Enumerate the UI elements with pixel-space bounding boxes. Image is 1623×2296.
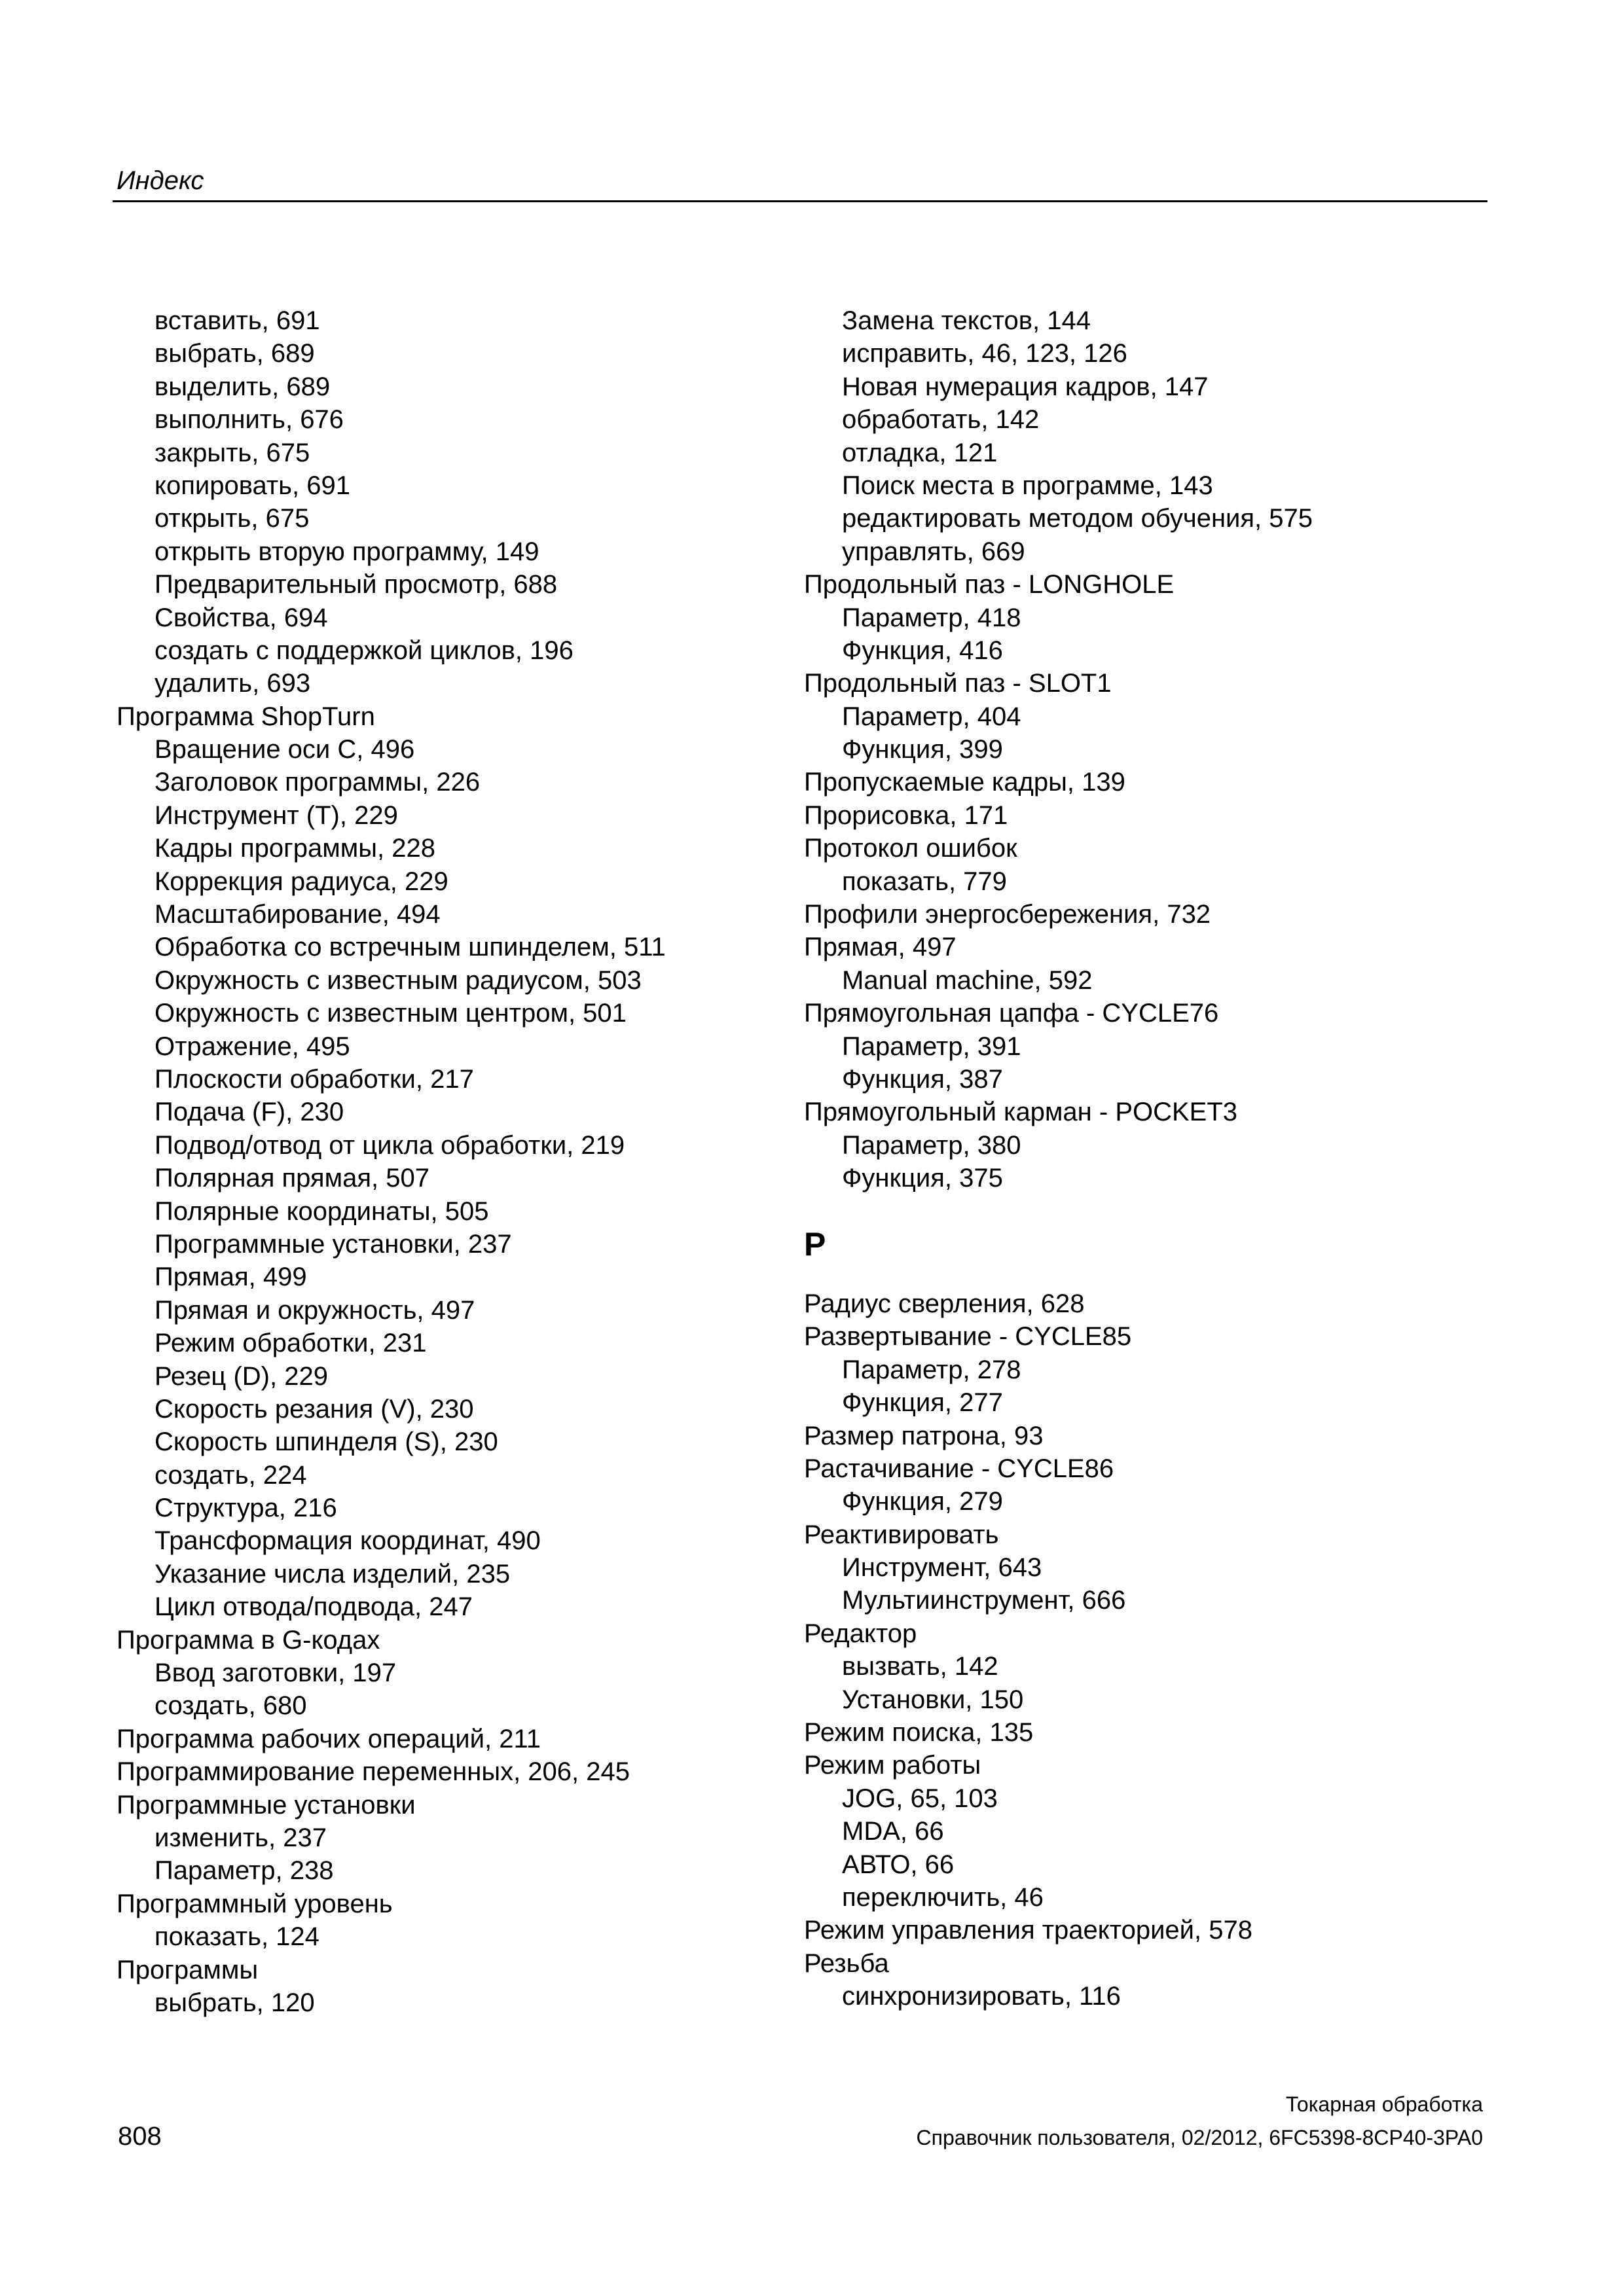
index-entry: Режим управления траекторией, 578: [804, 1916, 1252, 1945]
index-subentry: обработать, 142: [842, 405, 1040, 435]
index-subentry: Полярная прямая, 507: [155, 1164, 429, 1193]
page-number: 808: [118, 2122, 162, 2151]
index-subentry: Заголовок программы, 226: [155, 768, 481, 797]
index-subentry: Функция, 416: [842, 636, 1003, 665]
index-column-right: [804, 304, 1491, 2013]
index-subentry: закрыть, 675: [155, 438, 310, 467]
index-subentry: Структура, 216: [155, 1494, 337, 1523]
index-subentry: JOG, 65, 103: [842, 1784, 998, 1813]
index-subentry: Отражение, 495: [155, 1031, 350, 1061]
index-subentry: Окружность с известным центром, 501: [155, 999, 627, 1028]
header-divider: [113, 200, 1487, 202]
index-subentry: Указание числа изделий, 235: [155, 1559, 511, 1588]
index-subentry: редактировать методом обучения, 575: [842, 504, 1313, 533]
index-entry: Реактивировать: [804, 1520, 999, 1549]
index-entry: Профили энергосбережения, 732: [804, 900, 1211, 929]
index-subentry: вызвать, 142: [842, 1652, 998, 1681]
running-header-title: Индекс: [117, 166, 204, 195]
index-subentry: Функция, 399: [842, 735, 1003, 764]
index-entry: Развертывание - CYCLE85: [804, 1322, 1132, 1352]
index-entry: Продольный паз - LONGHOLE: [804, 570, 1175, 600]
index-entry: Резьба: [804, 1948, 889, 1978]
index-entry: Прорисовка, 171: [804, 800, 1008, 830]
index-subentry: Параметр, 278: [842, 1355, 1021, 1384]
index-subentry: MDA, 66: [842, 1817, 944, 1846]
index-subentry: Инструмент, 643: [842, 1553, 1042, 1583]
section-letter-heading: Р: [804, 1225, 826, 1263]
index-entry: Протокол ошибок: [804, 834, 1017, 863]
index-entry: Прямоугольный карман - POCKET3: [804, 1098, 1238, 1127]
index-subentry: Мультиинструмент, 666: [842, 1586, 1126, 1615]
index-entry: Программа в G-кодах: [117, 1625, 380, 1655]
index-entry: Программа рабочих операций, 211: [117, 1724, 541, 1753]
index-entry: Программа ShopTurn: [117, 702, 375, 731]
index-subentry: Замена текстов, 144: [842, 306, 1091, 335]
index-subentry: Инструмент (T), 229: [155, 800, 398, 830]
index-subentry: Функция, 375: [842, 1164, 1003, 1193]
index-subentry: открыть вторую программу, 149: [155, 537, 539, 566]
index-subentry: Коррекция радиуса, 229: [155, 867, 448, 896]
index-subentry: Функция, 279: [842, 1487, 1003, 1516]
index-subentry: Прямая и окружность, 497: [155, 1295, 475, 1325]
index-subentry: Функция, 277: [842, 1388, 1003, 1418]
index-subentry: Параметр, 238: [155, 1856, 334, 1886]
index-entry: Радиус сверления, 628: [804, 1289, 1085, 1318]
index-subentry: исправить, 46, 123, 126: [842, 339, 1127, 368]
index-subentry: вставить, 691: [155, 306, 320, 335]
index-subentry: Прямая, 499: [155, 1263, 307, 1292]
index-subentry: Цикл отвода/подвода, 247: [155, 1592, 473, 1622]
index-entry: Программы: [117, 1955, 259, 1984]
index-subentry: показать, 779: [842, 867, 1007, 896]
index-subentry: удалить, 693: [155, 669, 311, 698]
index-subentry: Функция, 387: [842, 1064, 1003, 1094]
index-subentry: Подвод/отвод от цикла обработки, 219: [155, 1130, 625, 1160]
index-subentry: Скорость резания (V), 230: [155, 1394, 474, 1424]
index-subentry: Режим обработки, 231: [155, 1329, 427, 1358]
index-entry: Пропускаемые кадры, 139: [804, 768, 1125, 797]
index-entry: Прямая, 497: [804, 933, 957, 962]
index-entry: Прямоугольная цапфа - CYCLE76: [804, 999, 1219, 1028]
index-subentry: Кадры программы, 228: [155, 834, 435, 863]
index-entry: Режим работы: [804, 1751, 981, 1780]
index-subentry: выделить, 689: [155, 372, 331, 401]
index-subentry: Полярные координаты, 505: [155, 1196, 489, 1226]
index-subentry: показать, 124: [155, 1922, 319, 1952]
index-subentry: отладка, 121: [842, 438, 998, 467]
index-subentry: выбрать, 689: [155, 339, 315, 368]
index-subentry: Ввод заготовки, 197: [155, 1659, 397, 1688]
index-subentry: Новая нумерация кадров, 147: [842, 372, 1209, 401]
index-subentry: создать, 680: [155, 1691, 307, 1721]
index-entry: Режим поиска, 135: [804, 1718, 1034, 1748]
index-subentry: Трансформация координат, 490: [155, 1526, 541, 1556]
index-column-left: [117, 304, 771, 2019]
index-subentry: АВТО, 66: [842, 1850, 955, 1879]
index-subentry: Параметр, 380: [842, 1130, 1021, 1160]
index-entry: Продольный паз - SLOT1: [804, 669, 1112, 698]
index-entry: Программирование переменных, 206, 245: [117, 1757, 630, 1787]
index-subentry: Поиск места в программе, 143: [842, 471, 1213, 500]
index-subentry: Масштабирование, 494: [155, 900, 441, 929]
index-subentry: Резец (D), 229: [155, 1361, 328, 1391]
index-subentry: Параметр, 404: [842, 702, 1021, 731]
index-entry: Программный уровень: [117, 1889, 393, 1918]
section-spacer: [804, 1195, 1491, 1228]
index-subentry: Подача (F), 230: [155, 1098, 344, 1127]
index-subentry: копировать, 691: [155, 471, 350, 500]
index-subentry: Предварительный просмотр, 688: [155, 570, 558, 600]
index-subentry: выбрать, 120: [155, 1988, 315, 2017]
index-subentry: Обработка со встречным шпинделем, 511: [155, 933, 666, 962]
index-subentry: Плоскости обработки, 217: [155, 1064, 474, 1094]
index-subentry: Программные установки, 237: [155, 1229, 512, 1259]
index-subentry: переключить, 46: [842, 1882, 1044, 1912]
index-subentry: Параметр, 391: [842, 1031, 1021, 1061]
index-group-continued: [804, 304, 1491, 1195]
footer-document-id: Справочник пользователя, 02/2012, 6FC5398-8CP40-3PA0: [916, 2126, 1483, 2149]
index-subentry: Manual machine, 592: [842, 965, 1093, 995]
footer-product-name: Токарная обработка: [1285, 2092, 1483, 2116]
index-subentry: Окружность с известным радиусом, 503: [155, 965, 642, 995]
index-subentry: создать, 224: [155, 1460, 307, 1490]
index-subentry: выполнить, 676: [155, 405, 344, 435]
index-subentry: Параметр, 418: [842, 603, 1021, 632]
index-subentry: Вращение оси C, 496: [155, 735, 415, 764]
section-spacer: [804, 1261, 1491, 1287]
index-subentry: синхронизировать, 116: [842, 1982, 1121, 2011]
index-entry: Растачивание - CYCLE86: [804, 1454, 1114, 1483]
index-subentry: создать с поддержкой циклов, 196: [155, 636, 574, 665]
index-subentry: Свойства, 694: [155, 603, 328, 632]
index-subentry: Скорость шпинделя (S), 230: [155, 1427, 498, 1457]
index-subentry: управлять, 669: [842, 537, 1025, 566]
index-entry: Программные установки: [117, 1790, 416, 1820]
index-subentry: изменить, 237: [155, 1823, 327, 1852]
index-group-r: [804, 1287, 1491, 2013]
index-subentry: открыть, 675: [155, 504, 310, 533]
index-subentry: Установки, 150: [842, 1685, 1024, 1714]
index-entry: Редактор: [804, 1619, 917, 1648]
index-entry: Размер патрона, 93: [804, 1421, 1044, 1450]
